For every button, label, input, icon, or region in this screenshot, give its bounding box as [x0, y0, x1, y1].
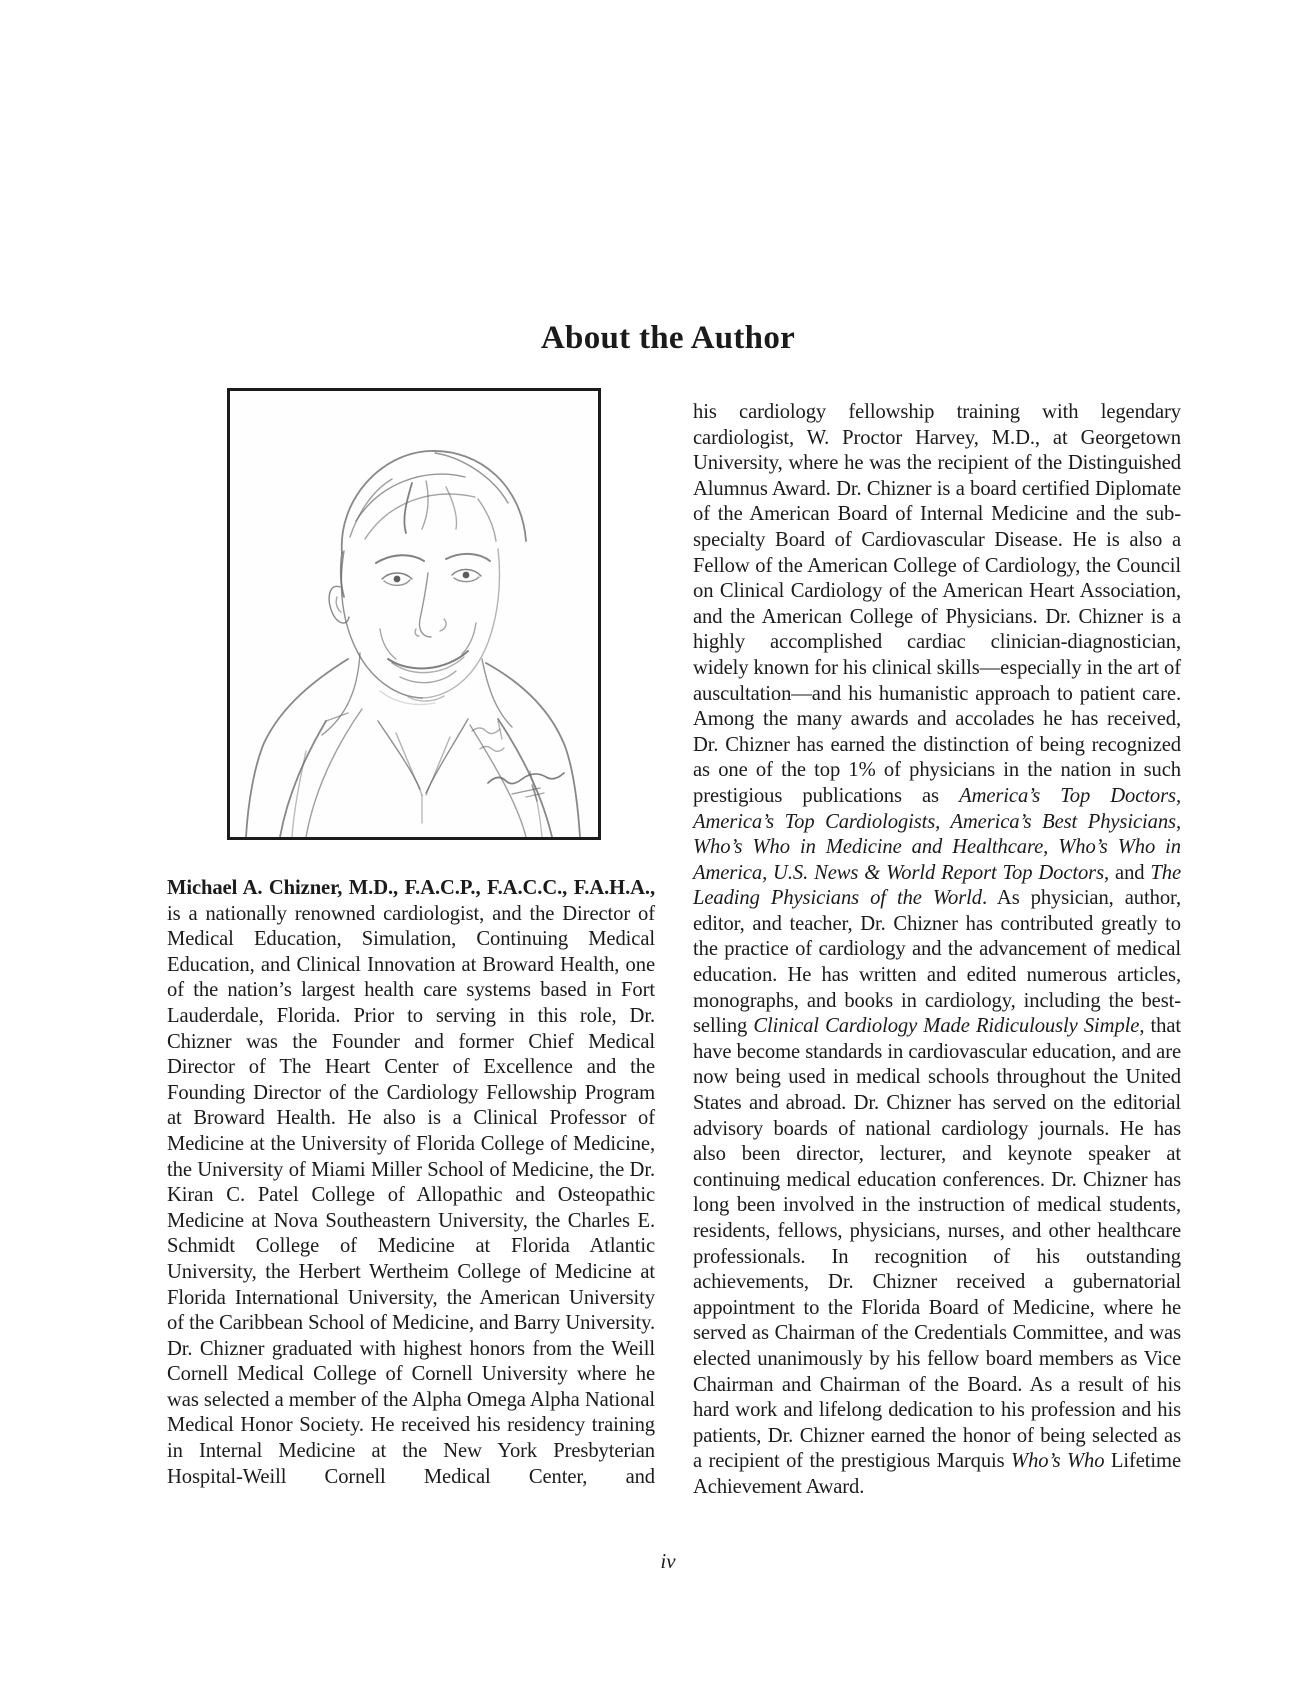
- text-segment-italic: The Leading Physicians of the World: [693, 861, 1182, 910]
- bio-paragraph-right: [693, 400, 1181, 1501]
- text-segment-normal: his cardiology fellowship training with legendary cardiologist, W. Proctor Harvey, M.D., at Georgetown University, where he was the recipient of the Distinguished Alumnus Award. Dr. Chizner is a board certified Diplomate of the American Board of Internal Medicine and the sub-specialty Board of Cardiovascular Disease. He is also a Fellow of the American College of Cardiology, the Council on Clinical Cardiology of the American Heart Association, and the American College of Physicians. Dr. Chizner is a highly accomplished cardiac clinician-diagnostician, widely known for his clinical skills—especially in the art of auscultation—and his humanistic approach to patient care. Among the many awards and accolades he has received, Dr. Chizner has earned the distinction of being recognized as one of the top 1% of physicians in the nation in such prestigious publications as: [693, 401, 1181, 807]
- author-portrait-sketch: [230, 391, 598, 837]
- page-number: iv: [660, 1549, 676, 1573]
- text-segment-bold: Michael A. Chizner, M.D., F.A.C.P., F.A.C.C., F.A.H.A.,: [167, 877, 655, 899]
- left-column: [167, 876, 655, 1490]
- text-segment-normal: is a nationally renowned cardiologist, and the Director of Medical Education, Simulation, Continuing Medical Education, and Clinical Innovation at Broward Health, one of the nation’s largest health care systems based in Fort Lauderdale, Florida. Prior to serving in this role, Dr. Chizner was the Founder and former Chief Medical Director of The Heart Center of Excellence and the Founding Director of the Cardiology Fellowship Program at Broward Health. He also is a Clinical Professor of Medicine at the University of Florida College of Medicine, the University of Miami Miller School of Medicine, the Dr. Kiran C. Patel College of Allopathic and Osteopathic Medicine at Nova Southeastern University, the Charles E. Schmidt College of Medicine at Florida Atlantic University, the Herbert Wertheim College of Medicine at Florida International University, the American University of the Caribbean School of Medicine, and Barry University. Dr. Chizner graduated with highest honors from the Weill Cornell Medical College of Cornell University where he was selected a member of the Alpha Omega Alpha National Medical Honor Society. He received his residency training in Internal Medicine at the New York Presbyterian Hospital-Weill Cornell Medical Center, and: [167, 902, 655, 1488]
- text-segment-normal: Lifetime Achievement Award.: [693, 1450, 1181, 1498]
- text-segment-normal: . As physician, author, editor, and teacher, Dr. Chizner has contributed greatly to the practice of cardiology and the advancement of medical education. He has written and edited numerous articles, monographs, and books in cardiology, including the best-selling: [693, 887, 1181, 1038]
- right-column: [693, 400, 1181, 1501]
- author-portrait-frame: [227, 388, 601, 840]
- text-segment-normal: and: [1109, 861, 1151, 884]
- text-segment-italic: America’s Top Doctors, America’s Top Cardiologists, America’s Best Physicians, Who’s Who in Medicine and Healthcare, Who’s Who in America, U.S. News & World Report Top Doctors,: [693, 784, 1181, 884]
- text-segment-normal: , that have become standards in cardiovascular education, and are now being used in medical schools throughout the United States and abroad. Dr. Chizner has served on the editorial advisory boards of national cardiology journals. He has also been director, lecturer, and keynote speaker at continuing medical education conferences. Dr. Chizner has long been involved in the instruction of medical students, residents, fellows, physicians, nurses, and other healthcare professionals. In recognition of his outstanding achievements, Dr. Chizner received a gubernatorial appointment to the Florida Board of Medicine, where he served as Chairman of the Credentials Committee, and was elected unanimously by his fellow board members as Vice Chairman and Chairman of the Board. As a result of his hard work and lifelong dedication to his profession and his patients, Dr. Chizner earned the honor of being selected as a recipient of the prestigious Marquis: [693, 1015, 1181, 1473]
- text-segment-italic: Who’s Who: [1011, 1450, 1105, 1473]
- bio-paragraph-left: [167, 876, 655, 1490]
- page-title: About the Author: [540, 320, 796, 356]
- text-segment-italic: Clinical Cardiology Made Ridiculously Simple: [753, 1015, 1140, 1038]
